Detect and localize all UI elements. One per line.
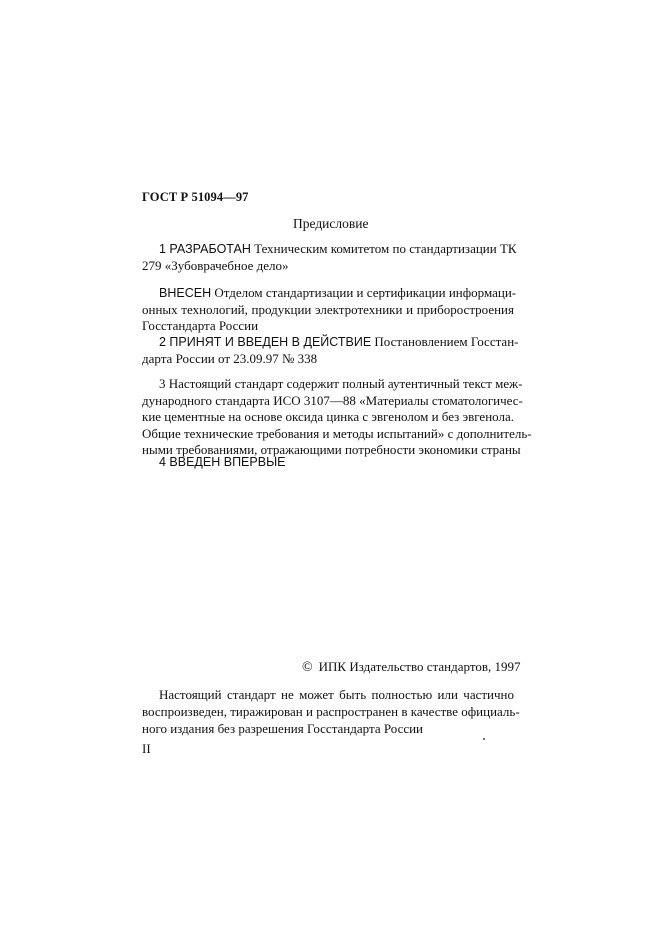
paragraph-developed-by bbox=[142, 241, 517, 274]
paragraph-lead: ВНЕСЕН bbox=[159, 286, 212, 300]
paragraph-line: Общие технические требования и методы испытаний» с дополнитель- bbox=[142, 425, 532, 441]
paragraph-line: дународного стандарта ИСО 3107—88 «Материалы стоматологичес- bbox=[142, 392, 523, 408]
paragraph-line: 279 «Зубоврачебное дело» bbox=[142, 257, 289, 273]
page-number: II bbox=[142, 741, 151, 756]
paragraph-line: Госстандарта России bbox=[142, 318, 259, 333]
scan-speck bbox=[483, 738, 485, 740]
paragraph-line: ными требованиями, отражающими потребности экономики страны bbox=[142, 442, 521, 457]
reproduction-notice bbox=[142, 686, 520, 737]
paragraph-introduced-by bbox=[142, 285, 517, 335]
paragraph-line bbox=[142, 334, 519, 351]
copyright-text: ИПК Издательство стандартов, 1997 bbox=[318, 659, 521, 674]
paragraph-line bbox=[142, 285, 517, 302]
document-id: ГОСТ Р 51094—97 bbox=[142, 190, 249, 204]
paragraph-line: дарта России от 23.09.97 № 338 bbox=[142, 350, 318, 366]
paragraph-lead: 2 ПРИНЯТ И ВВЕДЕН В ДЕЙСТВИЕ bbox=[159, 335, 372, 349]
paragraph-lead: 1 РАЗРАБОТАН bbox=[159, 242, 251, 256]
paragraph-text: Отделом стандартизации и сертификации информаци- bbox=[214, 285, 517, 300]
paragraph-line: онных технологий, продукции электротехники и приборостроения bbox=[142, 301, 514, 317]
paragraph-line: 4 ВВЕДЕН ВПЕРВЫЕ bbox=[159, 455, 286, 469]
paragraph-authentic-text bbox=[142, 376, 532, 459]
paragraph-text: Постановлением Госстан- bbox=[374, 334, 519, 349]
paragraph-line bbox=[142, 241, 517, 258]
paragraph-first-introduced bbox=[142, 454, 514, 471]
paragraph-text: Техническим комитетом по стандартизации ТК bbox=[254, 241, 517, 256]
notice-line: Настоящий стандарт не может быть полностью или частично bbox=[159, 687, 514, 702]
foreword-title: Предисловие bbox=[293, 216, 369, 231]
notice-line: воспроизведен, тиражирован и распространен в качестве официаль- bbox=[142, 704, 520, 719]
paragraph-line: 3 Настоящий стандарт содержит полный аутентичный текст меж- bbox=[159, 376, 523, 391]
notice-line: ного издания без разрешения Госстандарта России bbox=[142, 721, 424, 736]
copyright-icon: © bbox=[302, 660, 313, 675]
paragraph-adopted bbox=[142, 334, 519, 367]
copyright-notice bbox=[302, 659, 521, 676]
paragraph-line: кие цементные на основе оксида цинка с эвгенолом и без эвгенола. bbox=[142, 409, 514, 424]
